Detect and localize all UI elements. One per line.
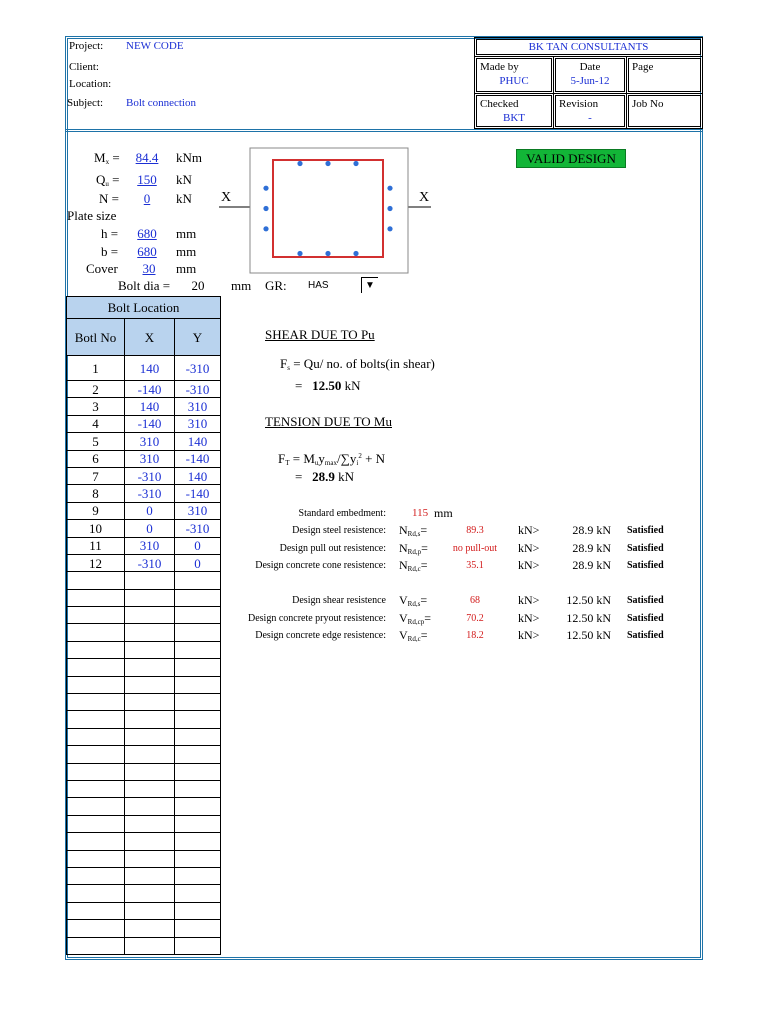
empty-cell[interactable] xyxy=(125,937,175,954)
bolt-hole xyxy=(325,251,330,256)
table-row-empty xyxy=(67,676,221,693)
table-row-empty xyxy=(67,867,221,884)
table-row xyxy=(67,467,221,484)
h-input[interactable]: 680 xyxy=(137,226,157,241)
table-row xyxy=(67,450,221,467)
check-kn-unit: kN> xyxy=(518,593,540,607)
table-row-empty xyxy=(67,589,221,606)
empty-cell[interactable] xyxy=(67,746,125,763)
embedment-value[interactable]: 115 xyxy=(412,507,429,519)
empty-cell[interactable] xyxy=(175,885,221,902)
bolt-no-cell[interactable]: 8 xyxy=(67,485,125,502)
empty-cell[interactable] xyxy=(125,780,175,797)
mx-input[interactable]: 84.4 xyxy=(135,150,159,165)
shear-result: = 12.50 kN xyxy=(295,378,361,393)
axis-x-right: X xyxy=(419,190,430,205)
empty-cell[interactable] xyxy=(125,867,175,884)
empty-cell[interactable] xyxy=(125,641,175,658)
check-load: 28.9 kN xyxy=(572,523,611,537)
empty-cell[interactable] xyxy=(125,920,175,937)
n-label: N = xyxy=(99,191,119,206)
job-label: Job No xyxy=(632,98,664,110)
check-symbol: $V_{Rd,s}=$ xyxy=(399,593,428,608)
project-label: Project: xyxy=(69,40,104,52)
check-load: 28.9 kN xyxy=(572,558,611,572)
table-row-empty xyxy=(67,902,221,919)
bolt-y-cell[interactable]: -310 xyxy=(175,520,221,537)
empty-cell[interactable] xyxy=(67,867,125,884)
empty-cell[interactable] xyxy=(125,815,175,832)
empty-cell[interactable] xyxy=(175,676,221,693)
bolt-x-cell[interactable]: -140 xyxy=(125,415,175,432)
check-symbol: $N_{Rd,p}=$ xyxy=(399,541,428,556)
bolt-x-cell[interactable]: 0 xyxy=(125,502,175,519)
check-label: Design concrete pryout resistence: xyxy=(247,613,386,624)
bolt-table-title: Bolt Location xyxy=(67,297,221,319)
bolt-x-cell[interactable]: 140 xyxy=(125,356,175,381)
empty-cell[interactable] xyxy=(125,728,175,745)
job-box xyxy=(626,93,703,129)
gr-dropdown-button[interactable] xyxy=(361,277,378,293)
company-name: BK TAN CONSULTANTS xyxy=(528,41,649,53)
check-symbol: $N_{Rd,c}=$ xyxy=(399,558,428,573)
valid-design-badge: VALID DESIGN xyxy=(516,149,626,168)
bolt-hole xyxy=(353,161,358,166)
bolt-y-cell[interactable]: -140 xyxy=(175,450,221,467)
bolt-y-cell[interactable]: 310 xyxy=(175,502,221,519)
empty-cell[interactable] xyxy=(67,763,125,780)
check-label: Design concrete cone resistence: xyxy=(255,560,386,571)
page-box xyxy=(626,56,703,94)
empty-cell[interactable] xyxy=(175,815,221,832)
bolt-no-cell[interactable]: 2 xyxy=(67,381,125,398)
check-kn-unit: kN> xyxy=(518,611,540,625)
empty-cell[interactable] xyxy=(175,607,221,624)
bolt-y-cell[interactable]: 310 xyxy=(175,398,221,415)
check-load: 28.9 kN xyxy=(572,541,611,555)
table-row xyxy=(67,485,221,502)
revision-label: Revision xyxy=(559,98,599,110)
empty-cell[interactable] xyxy=(125,676,175,693)
check-kn-unit: kN> xyxy=(518,558,540,572)
bolt-x-cell[interactable]: -310 xyxy=(125,467,175,484)
company-box xyxy=(474,37,703,57)
bolt-no-cell[interactable]: 12 xyxy=(67,554,125,571)
empty-cell[interactable] xyxy=(67,659,125,676)
empty-cell[interactable] xyxy=(175,746,221,763)
empty-cell[interactable] xyxy=(67,850,125,867)
bolt-x-cell[interactable]: 310 xyxy=(125,537,175,554)
empty-cell[interactable] xyxy=(67,589,125,606)
chevron-down-icon: ▼ xyxy=(365,280,375,291)
page-label: Page xyxy=(632,61,654,73)
table-row-empty xyxy=(67,711,221,728)
bolt-dia-unit: mm xyxy=(231,278,252,293)
bolt-hole xyxy=(387,206,392,211)
empty-cell[interactable] xyxy=(175,798,221,815)
empty-cell[interactable] xyxy=(175,728,221,745)
qu-label: $Q_u$ = xyxy=(96,172,120,188)
table-row-empty xyxy=(67,885,221,902)
b-unit: mm xyxy=(176,244,197,259)
check-status: Satisfied xyxy=(627,543,664,554)
check-label: Design concrete edge resistence: xyxy=(255,630,386,641)
table-row-empty xyxy=(67,780,221,797)
check-symbol: $N_{Rd,s}=$ xyxy=(399,523,428,538)
bolt-location-table xyxy=(66,296,221,955)
table-row-empty xyxy=(67,572,221,589)
empty-cell[interactable] xyxy=(67,937,125,954)
empty-cell[interactable] xyxy=(67,676,125,693)
check-label: Design pull out resistence: xyxy=(279,543,386,554)
bolt-dia-label: Bolt dia = xyxy=(118,278,171,293)
empty-cell[interactable] xyxy=(125,850,175,867)
made-by-label: Made by xyxy=(480,61,519,73)
header-divider xyxy=(65,129,703,132)
empty-cell[interactable] xyxy=(125,833,175,850)
qu-input[interactable]: 150 xyxy=(137,172,157,187)
check-value[interactable]: 70.2 xyxy=(466,613,484,624)
col-header-y: Y xyxy=(175,319,221,356)
empty-cell[interactable] xyxy=(125,763,175,780)
table-row xyxy=(67,398,221,415)
check-value[interactable]: 35.1 xyxy=(466,560,484,571)
bolt-x-cell[interactable]: 310 xyxy=(125,450,175,467)
date-label: Date xyxy=(579,61,601,73)
bolt-x-cell[interactable]: 140 xyxy=(125,398,175,415)
tension-result: = 28.9 kN xyxy=(295,469,354,484)
table-row-empty xyxy=(67,763,221,780)
bolt-x-cell[interactable]: -310 xyxy=(125,554,175,571)
bolt-hole xyxy=(387,226,392,231)
check-value[interactable]: 18.2 xyxy=(466,630,484,641)
empty-cell[interactable] xyxy=(175,780,221,797)
check-value[interactable]: 68 xyxy=(470,595,480,606)
table-row-empty xyxy=(67,659,221,676)
bolt-y-cell[interactable]: 0 xyxy=(175,554,221,571)
empty-cell[interactable] xyxy=(175,920,221,937)
bolt-y-cell[interactable]: 0 xyxy=(175,537,221,554)
client-label: Client: xyxy=(69,61,99,73)
empty-cell[interactable] xyxy=(125,659,175,676)
table-row-empty xyxy=(67,798,221,815)
cover-input[interactable]: 30 xyxy=(142,261,156,276)
empty-cell[interactable] xyxy=(67,798,125,815)
empty-cell[interactable] xyxy=(175,850,221,867)
table-row xyxy=(67,381,221,398)
table-row-empty xyxy=(67,624,221,641)
bolt-hole xyxy=(297,251,302,256)
empty-cell[interactable] xyxy=(175,711,221,728)
cover-unit: mm xyxy=(176,261,197,276)
bolt-x-cell[interactable]: 310 xyxy=(125,433,175,450)
bolt-dia-value[interactable]: 20 xyxy=(191,278,205,293)
b-input[interactable]: 680 xyxy=(137,244,157,259)
bolt-y-cell[interactable]: 140 xyxy=(175,433,221,450)
check-kn-unit: kN> xyxy=(518,523,540,537)
check-symbol: $V_{Rd,cp}=$ xyxy=(399,611,431,626)
bolt-no-cell[interactable]: 6 xyxy=(67,450,125,467)
check-value[interactable]: no pull-out xyxy=(452,543,498,554)
empty-cell[interactable] xyxy=(125,624,175,641)
check-load: 12.50 kN xyxy=(566,628,611,642)
table-row-empty xyxy=(67,833,221,850)
table-row-empty xyxy=(67,746,221,763)
made-by-value[interactable]: PHUC xyxy=(499,75,529,87)
bolt-y-cell[interactable]: -310 xyxy=(175,356,221,381)
location-label: Location: xyxy=(69,78,112,90)
empty-cell[interactable] xyxy=(67,624,125,641)
made-by-box xyxy=(474,56,554,94)
h-unit: mm xyxy=(176,226,197,241)
table-row xyxy=(67,554,221,571)
empty-cell[interactable] xyxy=(67,833,125,850)
check-kn-unit: kN> xyxy=(518,541,540,555)
checked-box xyxy=(474,93,554,129)
b-label: b = xyxy=(101,244,119,259)
empty-cell[interactable] xyxy=(67,711,125,728)
empty-cell[interactable] xyxy=(175,902,221,919)
bolt-no-cell[interactable]: 11 xyxy=(67,537,125,554)
empty-cell[interactable] xyxy=(125,885,175,902)
check-status: Satisfied xyxy=(627,613,664,624)
bolt-no-cell[interactable]: 7 xyxy=(67,467,125,484)
tension-title: TENSION DUE TO Mu xyxy=(265,414,392,429)
bolt-no-cell[interactable]: 3 xyxy=(67,398,125,415)
empty-cell[interactable] xyxy=(125,902,175,919)
table-row-empty xyxy=(67,607,221,624)
empty-cell[interactable] xyxy=(67,572,125,589)
bolt-y-cell[interactable]: -310 xyxy=(175,381,221,398)
subject-value[interactable]: Bolt connection xyxy=(126,97,196,109)
empty-cell[interactable] xyxy=(125,589,175,606)
empty-cell[interactable] xyxy=(175,763,221,780)
empty-cell[interactable] xyxy=(125,798,175,815)
table-row-empty xyxy=(67,728,221,745)
bolt-y-cell[interactable]: 310 xyxy=(175,415,221,432)
empty-cell[interactable] xyxy=(67,815,125,832)
empty-cell[interactable] xyxy=(175,624,221,641)
empty-cell[interactable] xyxy=(67,607,125,624)
table-row-empty xyxy=(67,850,221,867)
table-row xyxy=(67,433,221,450)
bolt-x-cell[interactable]: -310 xyxy=(125,485,175,502)
embedment-unit: mm xyxy=(434,506,453,520)
bolt-hole xyxy=(297,161,302,166)
table-row-empty xyxy=(67,815,221,832)
empty-cell[interactable] xyxy=(175,641,221,658)
mx-unit: kNm xyxy=(176,150,202,165)
empty-cell[interactable] xyxy=(125,746,175,763)
plate-size-label: Plate size xyxy=(67,208,117,223)
revision-value[interactable]: - xyxy=(588,112,592,124)
empty-cell[interactable] xyxy=(67,920,125,937)
bolt-hole xyxy=(353,251,358,256)
checked-label: Checked xyxy=(480,98,519,110)
empty-cell[interactable] xyxy=(175,867,221,884)
empty-cell[interactable] xyxy=(175,572,221,589)
date-value[interactable]: 5-Jun-12 xyxy=(570,75,610,87)
n-input[interactable]: 0 xyxy=(143,191,151,206)
empty-cell[interactable] xyxy=(67,641,125,658)
tension-formula: $F_T = M_uy_{max}/\sum y_i^2 + N$ xyxy=(278,451,386,467)
bolt-hole xyxy=(263,226,268,231)
date-box xyxy=(553,56,627,94)
check-status: Satisfied xyxy=(627,595,664,606)
empty-cell[interactable] xyxy=(175,937,221,954)
gr-value: HAS xyxy=(308,280,329,291)
bolt-hole xyxy=(387,186,392,191)
table-row-empty xyxy=(67,641,221,658)
empty-cell[interactable] xyxy=(175,694,221,711)
empty-cell[interactable] xyxy=(125,694,175,711)
table-row-empty xyxy=(67,920,221,937)
empty-cell[interactable] xyxy=(125,607,175,624)
table-row xyxy=(67,415,221,432)
mx-label: $M_x$ = xyxy=(94,150,120,166)
qu-unit: kN xyxy=(176,172,192,187)
embedment-label: Standard embedment: xyxy=(298,508,386,519)
empty-cell[interactable] xyxy=(67,694,125,711)
table-row xyxy=(67,356,221,381)
project-value[interactable]: NEW CODE xyxy=(126,40,184,52)
empty-cell[interactable] xyxy=(67,728,125,745)
checked-value[interactable]: BKT xyxy=(503,112,525,124)
table-row-empty xyxy=(67,937,221,954)
bolt-no-cell[interactable]: 1 xyxy=(67,356,125,381)
col-header-no: Botl No xyxy=(67,319,125,356)
check-status: Satisfied xyxy=(627,525,664,536)
bolt-x-cell[interactable]: -140 xyxy=(125,381,175,398)
subject-label: Subject: xyxy=(67,97,104,109)
bolt-no-cell[interactable]: 10 xyxy=(67,520,125,537)
revision-box xyxy=(553,93,627,129)
check-status: Satisfied xyxy=(627,630,664,641)
bolt-y-cell[interactable]: -140 xyxy=(175,485,221,502)
gr-label: GR: xyxy=(265,278,287,293)
bolt-no-cell[interactable]: 5 xyxy=(67,433,125,450)
table-row xyxy=(67,502,221,519)
bolt-hole xyxy=(263,206,268,211)
empty-cell[interactable] xyxy=(175,659,221,676)
empty-cell[interactable] xyxy=(125,711,175,728)
empty-cell[interactable] xyxy=(67,885,125,902)
empty-cell[interactable] xyxy=(175,589,221,606)
bolt-no-cell[interactable]: 4 xyxy=(67,415,125,432)
bolt-y-cell[interactable]: 140 xyxy=(175,467,221,484)
check-symbol: $V_{Rd,c}=$ xyxy=(399,628,428,643)
cover-label: Cover xyxy=(86,261,118,276)
axis-x-left: X xyxy=(221,190,232,205)
check-label: Design shear resistence xyxy=(292,595,386,606)
empty-cell[interactable] xyxy=(175,833,221,850)
bolt-x-cell[interactable]: 0 xyxy=(125,520,175,537)
col-header-x: X xyxy=(125,319,175,356)
check-status: Satisfied xyxy=(627,560,664,571)
bolt-hole xyxy=(325,161,330,166)
check-label: Design steel resistence: xyxy=(292,525,386,536)
check-load: 12.50 kN xyxy=(566,593,611,607)
check-kn-unit: kN> xyxy=(518,628,540,642)
bolt-hole xyxy=(263,186,268,191)
bolt-no-cell[interactable]: 9 xyxy=(67,502,125,519)
empty-cell[interactable] xyxy=(67,902,125,919)
table-row xyxy=(67,537,221,554)
empty-cell[interactable] xyxy=(67,780,125,797)
check-load: 12.50 kN xyxy=(566,611,611,625)
table-row-empty xyxy=(67,694,221,711)
shear-formula: $F_s = Qu/$ no. of bolts(in shear) xyxy=(280,356,435,372)
h-label: h = xyxy=(101,226,119,241)
check-value[interactable]: 89.3 xyxy=(466,525,484,536)
n-unit: kN xyxy=(176,191,192,206)
plate-diagram xyxy=(217,146,433,276)
shear-title: SHEAR DUE TO Pu xyxy=(265,327,375,342)
table-row xyxy=(67,520,221,537)
empty-cell[interactable] xyxy=(125,572,175,589)
